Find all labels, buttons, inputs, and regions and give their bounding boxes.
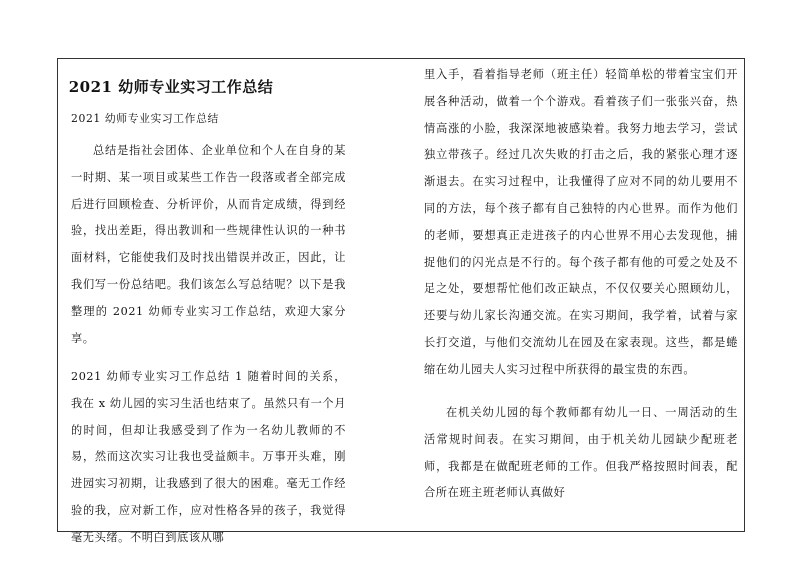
right-paragraph-2-text: 在机关幼儿园的每个教师都有幼儿一日、一周活动的生活常规时间表。在实习期间，由于机关幼儿园缺少配班老师，我都是在做配班老师的工作。但我严格按照时间表，配合所在班主班老师认真做好: [424, 406, 738, 500]
right-paragraph-1-text: 里入手，看着指导老师（班主任）轻简单松的带着宝宝们开展各种活动，做着一个个游戏。看着孩子们一张张兴奋，热情高涨的小脸，我深深地被感染着。我努力地去学习，尝试独立带孩子。经过几次失败的打击之后，我的紧张心理才逐渐退去。在实习过程中，让我懂得了应对不同的幼儿要用不同的方法，每个孩子都有自己独特的内心世界。而作为他们的老师，要想真正走进孩子的内心世界不用心去发现他，捕捉他们的闪光点是不行的。每个孩子都有他的可爱之处及不足之处，要想帮忙他们改正缺点，不仅仅要关心照顾幼儿，还要与幼儿家长沟通交流。在实习期间，我学着，试着与家长打交道，与他们交流幼儿在园及在家表现。这些，都是蜷缩在幼儿园夫人实习过程中所获得的最宝贵的东西。: [424, 68, 738, 376]
intro-text: 总结是指社会团体、企业单位和个人在自身的某一时期、某一项目或某些工作告一段落或者全部完成后进行回顾检查、分析评价，从而肯定成绩，得到经验，找出差距，得出教训和一些规律性认识的一种书面材料，它能使我们及时找出错误并改正，因此，让我们写一份总结吧。我们该怎么写总结呢？以下是我整理的 2021 幼师专业实习工作总结，欢迎大家分享。: [71, 144, 346, 345]
section-1-text: 2021 幼师专业实习工作总结 1 随着时间的关系，我在 x 幼儿园的实习生活也结束了。虽然只有一个月的时间，但却让我感受到了作为一名幼儿教师的不易，然而这次实习让我也受益颇丰。万事开头难，刚进园实习初期，让我感到了很大的困难。毫无工作经验的我，应对新工作，应对性格各异的孩子，我觉得毫无头绪。不明白到底该从哪: [71, 370, 346, 544]
subtitle: 2021 幼师专业实习工作总结: [71, 112, 219, 125]
right-paragraph-1: [424, 62, 738, 384]
page-title: 2021 幼师专业实习工作总结: [68, 78, 274, 96]
right-paragraph-2: [424, 400, 738, 507]
intro-paragraph: [71, 138, 346, 352]
section-1-paragraph: [71, 364, 346, 552]
